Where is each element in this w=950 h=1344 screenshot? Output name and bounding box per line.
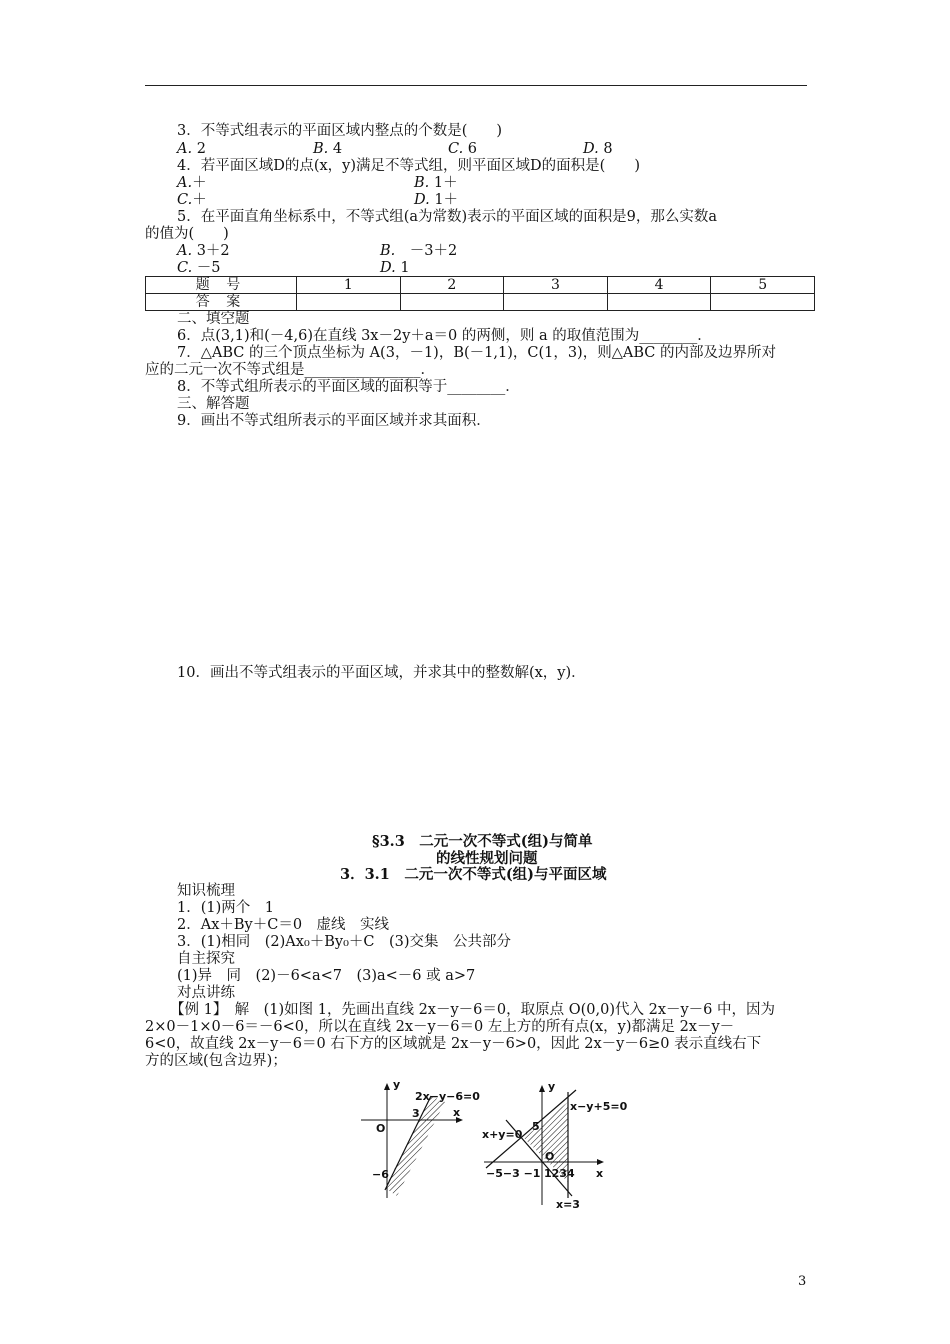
review-item-3: 3．(1)相同 (2)Ax₀＋By₀＋C (3)交集 公共部分 [177, 934, 512, 950]
answer-table-answer-row [146, 294, 815, 311]
q3-option-c: C. 6 [448, 141, 478, 157]
q9: 9．画出不等式组所表示的平面区域并求其面积． [177, 413, 491, 429]
figure-1-x-tick-3: 3 [412, 1107, 420, 1120]
review-item-1: 1．(1)两个 1 [177, 900, 274, 916]
title-line2: 的线性规划问题 [436, 850, 538, 867]
figure-2-x-ticks-positive: 1234 [544, 1167, 575, 1180]
section-fill-heading: 二、填空题 [177, 311, 250, 327]
answer-cell[interactable] [504, 294, 608, 311]
figure-1-line-label: 2x−y−6=0 [415, 1090, 480, 1103]
answer-table [145, 276, 815, 311]
q6: 6．点(3,1)和(－4,6)在直线 3x－2y＋a＝0 的两侧，则 a 的取值范围为________． [177, 328, 712, 344]
answer-cell[interactable] [297, 294, 401, 311]
figure-1-boundary-line [385, 1096, 431, 1190]
arrow-up-icon [539, 1085, 545, 1092]
q3-option-d: D. 8 [583, 141, 613, 157]
header-label-cell: 题 号 [146, 277, 297, 294]
page-number: 3 [798, 1274, 807, 1289]
q7-line2: 应的二元一次不等式组是________________． [145, 362, 435, 378]
q4-option-b: B. 1＋ [414, 175, 458, 191]
practice-heading: 对点讲练 [177, 985, 235, 1001]
question-number-cell: 3 [504, 277, 608, 294]
figure-2-y-tick-5: 5 [532, 1120, 540, 1133]
q4-stem: 4．若平面区域D的点(x，y)满足不等式组，则平面区域D的面积是( ) [177, 158, 640, 174]
figure-2-y-label: y [548, 1080, 556, 1093]
figure-2-origin-label: O [545, 1150, 555, 1163]
answer-label-cell: 答 案 [146, 294, 297, 311]
review-item-2: 2．Ax＋By＋C＝0 虚线 实线 [177, 917, 390, 933]
review-heading: 知识梳理 [177, 883, 235, 899]
arrow-up-icon [384, 1083, 390, 1090]
example1-line4: 方的区域(包含边界)； [145, 1053, 287, 1069]
q5-stem-line1: 5．在平面直角坐标系中，不等式组(a为常数)表示的平面区域的面积是9，那么实数a [177, 209, 718, 225]
q4-option-c: C.＋ [177, 192, 207, 208]
arrow-right-icon [597, 1159, 604, 1165]
section-solve-heading: 三、解答题 [177, 396, 250, 412]
example1-line1: 【例 1】 解 (1)如图 1，先画出直线 2x－y－6＝0，取原点 O(0,0)代入 2x－y－6 中，因为 [170, 1002, 776, 1018]
explore-heading: 自主探究 [177, 951, 235, 967]
answer-cell[interactable] [607, 294, 711, 311]
q5-option-d: D. 1 [380, 260, 410, 276]
q7-line1: 7．△ABC 的三个顶点坐标为 A(3，－1)，B(－1,1)，C(1，3)，则△ABC 的内部及边界所对 [177, 345, 776, 361]
answer-table-header-row [146, 277, 815, 294]
q4-option-a: A.＋ [177, 175, 207, 191]
figure-1-x-label: x [453, 1106, 461, 1119]
example1-line3: 6<0，故直线 2x－y－6＝0 右下方的区域就是 2x－y－6>0，因此 2x－y－6≥0 表示直线右下 [145, 1036, 762, 1052]
answer-cell[interactable] [711, 294, 815, 311]
title-line1: §3.3 二元一次不等式(组)与简单 [372, 833, 593, 850]
q5-option-b: B. －3＋2 [380, 243, 458, 259]
q4-option-d: D. 1＋ [414, 192, 459, 208]
question-number-cell: 1 [297, 277, 401, 294]
question-number-cell: 4 [607, 277, 711, 294]
q3-option-b: B. 4 [313, 141, 343, 157]
q5-stem-line2: 的值为( ) [145, 226, 229, 242]
figure-2-x-ticks-negative: −5−3 −1 [486, 1167, 541, 1180]
figure-2-graph [476, 1080, 626, 1210]
q8: 8．不等式组所表示的平面区域的面积等于________． [177, 379, 520, 395]
figure-1-graph [355, 1078, 480, 1200]
figure-2-line1-label: x−y+5=0 [570, 1100, 628, 1113]
header-rule [145, 85, 807, 86]
q3-option-a: A. 2 [177, 141, 206, 157]
question-number-cell: 2 [400, 277, 504, 294]
figure-2-line2-label: x+y=0 [482, 1128, 523, 1141]
figure-2-x-label: x [596, 1167, 604, 1180]
figure-1-origin-label: O [376, 1122, 386, 1135]
example1-line2: 2×0－1×0－6＝－6<0，所以在直线 2x－y－6＝0 左上方的所有点(x，y)都满足 2x－y－ [145, 1019, 735, 1035]
answer-cell[interactable] [400, 294, 504, 311]
question-number-cell: 5 [711, 277, 815, 294]
figure-1-y-label: y [393, 1078, 401, 1091]
figure-2-line3-label: x=3 [556, 1198, 580, 1211]
title-line3: 3．3.1 二元一次不等式(组)与平面区域 [340, 866, 607, 883]
q3-stem: 3．不等式组表示的平面区域内整点的个数是( ) [177, 123, 503, 139]
q10: 10．画出不等式组表示的平面区域，并求其中的整数解(x，y)． [177, 665, 586, 681]
explore-item-1: (1)异 同 (2)－6<a<7 (3)a<－6 或 a>7 [177, 968, 476, 984]
figure-1-y-tick-neg6: −6 [372, 1168, 389, 1181]
q5-option-c: C. －5 [177, 260, 221, 276]
q5-option-a: A. 3＋2 [177, 243, 230, 259]
